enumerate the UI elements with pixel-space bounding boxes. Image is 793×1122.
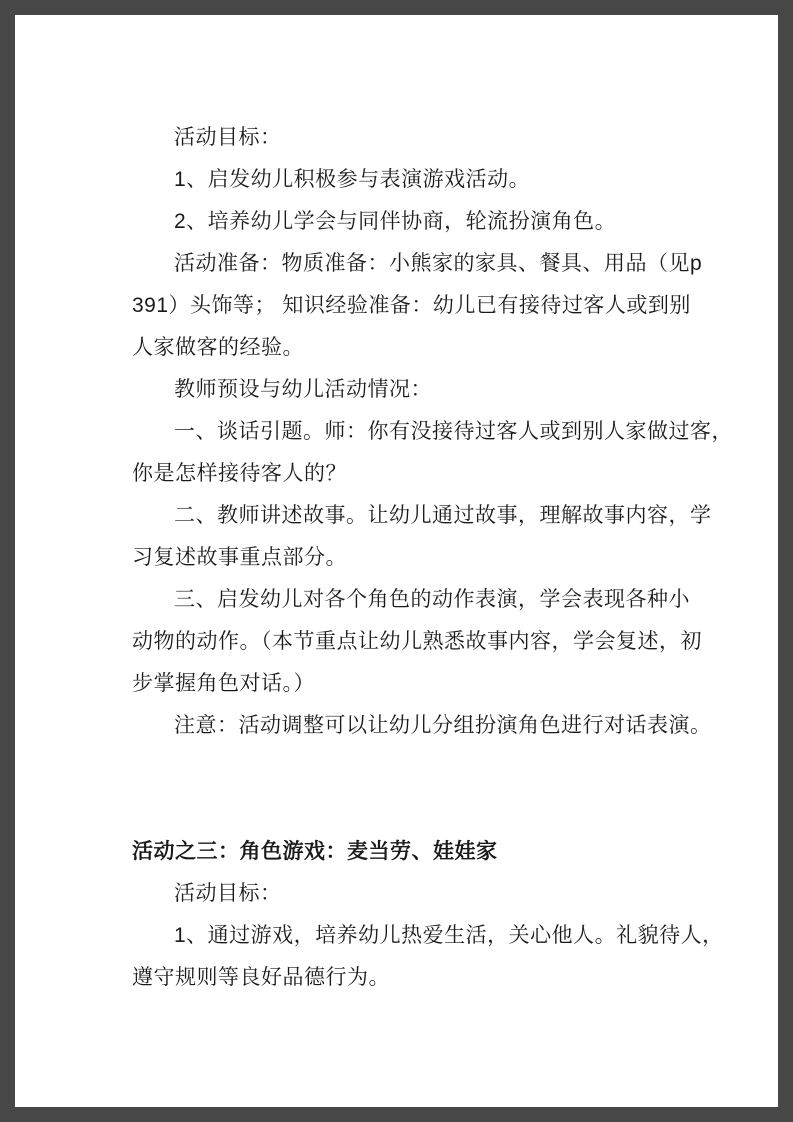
text-line: 1、启发幼儿积极参与表演游戏活动。 bbox=[174, 168, 531, 191]
text-line: 活动目标： bbox=[174, 126, 282, 149]
section-heading: 活动之三：角色游戏：麦当劳、娃娃家 bbox=[132, 840, 498, 863]
document-body bbox=[132, 117, 732, 999]
text-line: 二、教师讲述故事。让幼儿通过故事，理解故事内容，学 bbox=[174, 504, 712, 527]
text-line: 2、培养幼儿学会与同伴协商，轮流扮演角色。 bbox=[174, 210, 617, 233]
text-line: 教师预设与幼儿活动情况： bbox=[174, 378, 432, 401]
text-line: 步掌握角色对话。） bbox=[132, 672, 315, 695]
text-line: 遵守规则等良好品德行为。 bbox=[132, 966, 390, 989]
text-line: 习复述故事重点部分。 bbox=[132, 546, 347, 569]
text-line: 动物的动作。（本节重点让幼儿熟悉故事内容，学会复述，初 bbox=[132, 630, 702, 653]
text-line: 你是怎样接待客人的？ bbox=[132, 462, 347, 485]
text-line: 活动准备：物质准备：小熊家的家具、餐具、用品（见p bbox=[174, 252, 703, 275]
text-line: 391）头饰等； 知识经验准备：幼儿已有接待过客人或到别 bbox=[132, 294, 691, 317]
text-line: 注意：活动调整可以让幼儿分组扮演角色进行对话表演。 bbox=[174, 714, 712, 737]
text-line: 人家做客的经验。 bbox=[132, 336, 304, 359]
text-line: 三、启发幼儿对各个角色的动作表演，学会表现各种小 bbox=[174, 588, 690, 611]
document-page bbox=[15, 15, 778, 1107]
text-line: 1、通过游戏，培养幼儿热爱生活，关心他人。礼貌待人， bbox=[174, 924, 724, 947]
text-line: 一、谈话引题。师：你有没接待过客人或到别人家做过客， bbox=[174, 420, 733, 443]
text-line: 活动目标： bbox=[174, 882, 282, 905]
